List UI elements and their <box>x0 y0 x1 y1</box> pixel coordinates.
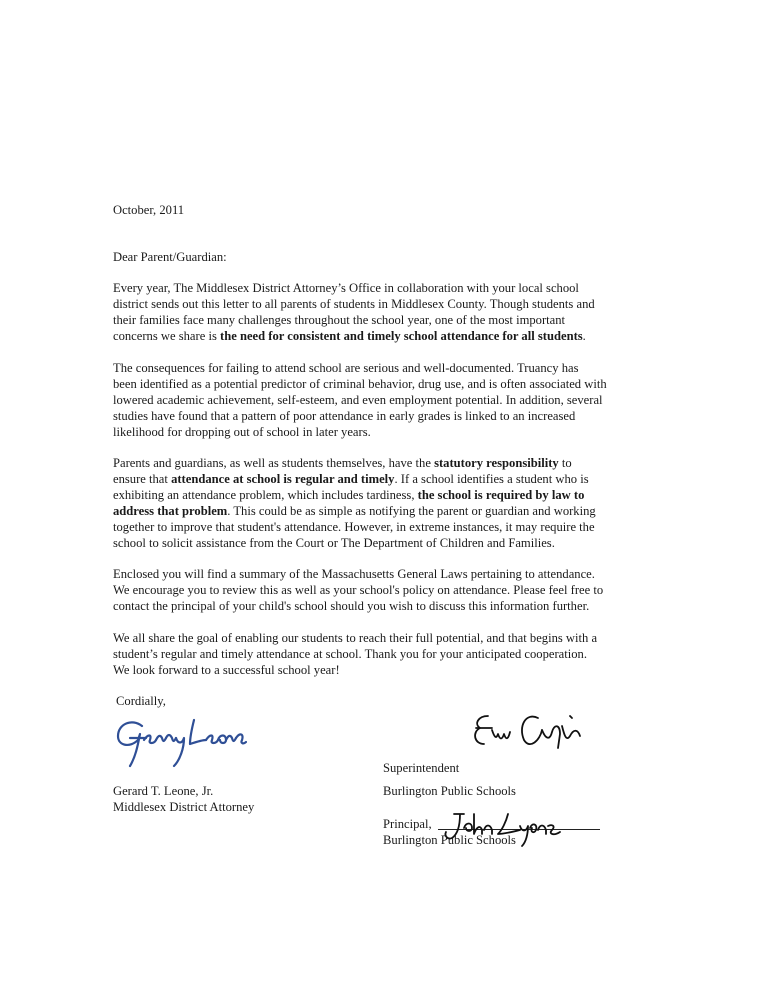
principal-org: Burlington Public Schools <box>383 833 516 847</box>
text-run: Parents and guardians, as well as students themselves, have the <box>113 456 435 470</box>
closing: Cordially, <box>116 694 166 708</box>
salutation: Dear Parent/Guardian: <box>113 250 227 264</box>
paragraph-line: district sends out this letter to all parents of students in Middlesex County. Though students and <box>113 297 595 311</box>
paragraph-line: We look forward to a successful school year! <box>113 663 340 677</box>
text-run: ensure that <box>113 472 172 486</box>
paragraph-line: The consequences for failing to attend school are serious and well-documented. Truancy has <box>113 361 579 375</box>
paragraph-enclosed <box>113 566 673 614</box>
signature-scribble-black <box>466 706 586 766</box>
bold-run: attendance at school is regular and timely <box>171 472 395 486</box>
bold-run: the need for consistent and timely school attendance for all students <box>220 329 583 343</box>
paragraph-line: We all share the goal of enabling our students to reach their full potential, and that begins with a <box>113 631 598 645</box>
paragraph-line: their families face many challenges throughout the school year, one of the most important <box>113 313 566 327</box>
signer-name: Gerard T. Leone, Jr. <box>113 784 214 798</box>
paragraph-line: lowered academic achievement, self-esteem, and even employment potential. In addition, several <box>113 393 603 407</box>
text-run: exhibiting an attendance problem, which includes tardiness, <box>113 488 418 502</box>
signature-scribble-blue <box>112 710 247 772</box>
superintendent-org: Burlington Public Schools <box>383 784 516 798</box>
paragraph-line <box>113 503 673 519</box>
paragraph-line <box>113 487 673 503</box>
bold-run: address that problem <box>113 504 228 518</box>
paragraph-line: likelihood for dropping out of school in later years. <box>113 425 371 439</box>
bold-run: the school is required by law to <box>417 488 585 502</box>
signature-gerard-leone <box>112 710 247 772</box>
principal-role: Principal, <box>383 817 432 831</box>
paragraph-line: contact the principal of your child's school should you wish to discuss this information further. <box>113 599 590 613</box>
paragraph-line: student’s regular and timely attendance at school. Thank you for your anticipated cooperation. <box>113 647 587 661</box>
letter-date: October, 2011 <box>113 203 185 217</box>
bold-run: statutory responsibility <box>434 456 559 470</box>
paragraph-line: been identified as a potential predictor of criminal behavior, drug use, and is often associated with <box>113 377 607 391</box>
text-run: . If a school identifies a student who is <box>394 472 589 486</box>
paragraph-line: We encourage you to review this as well as your school's policy on attendance. Please feel free to <box>113 583 604 597</box>
signer-title: Middlesex District Attorney <box>113 800 255 814</box>
paragraph-responsibility <box>113 455 673 551</box>
text-run: to <box>558 456 572 470</box>
paragraph-goal <box>113 630 673 678</box>
paragraph-line: studies have found that a pattern of poor attendance in early grades is linked to an increased <box>113 409 576 423</box>
paragraph-line <box>113 328 673 344</box>
text-run: concerns we share is <box>113 329 221 343</box>
paragraph-line <box>113 471 673 487</box>
paragraph-line <box>113 455 673 471</box>
paragraph-line: school to solicit assistance from the Court or The Department of Children and Families. <box>113 536 555 550</box>
paragraph-line: Enclosed you will find a summary of the Massachusetts General Laws pertaining to attendance. <box>113 567 595 581</box>
text-run: . <box>582 329 586 343</box>
paragraph-intro <box>113 280 673 344</box>
text-run: . This could be as simple as notifying the parent or guardian and working <box>227 504 596 518</box>
signature-superintendent <box>466 706 586 766</box>
paragraph-consequences <box>113 360 673 440</box>
superintendent-role: Superintendent <box>383 761 460 775</box>
paragraph-line: together to improve that student's attendance. However, in extreme instances, it may require the <box>113 520 595 534</box>
paragraph-line: Every year, The Middlesex District Attorney’s Office in collaboration with your local school <box>113 281 579 295</box>
